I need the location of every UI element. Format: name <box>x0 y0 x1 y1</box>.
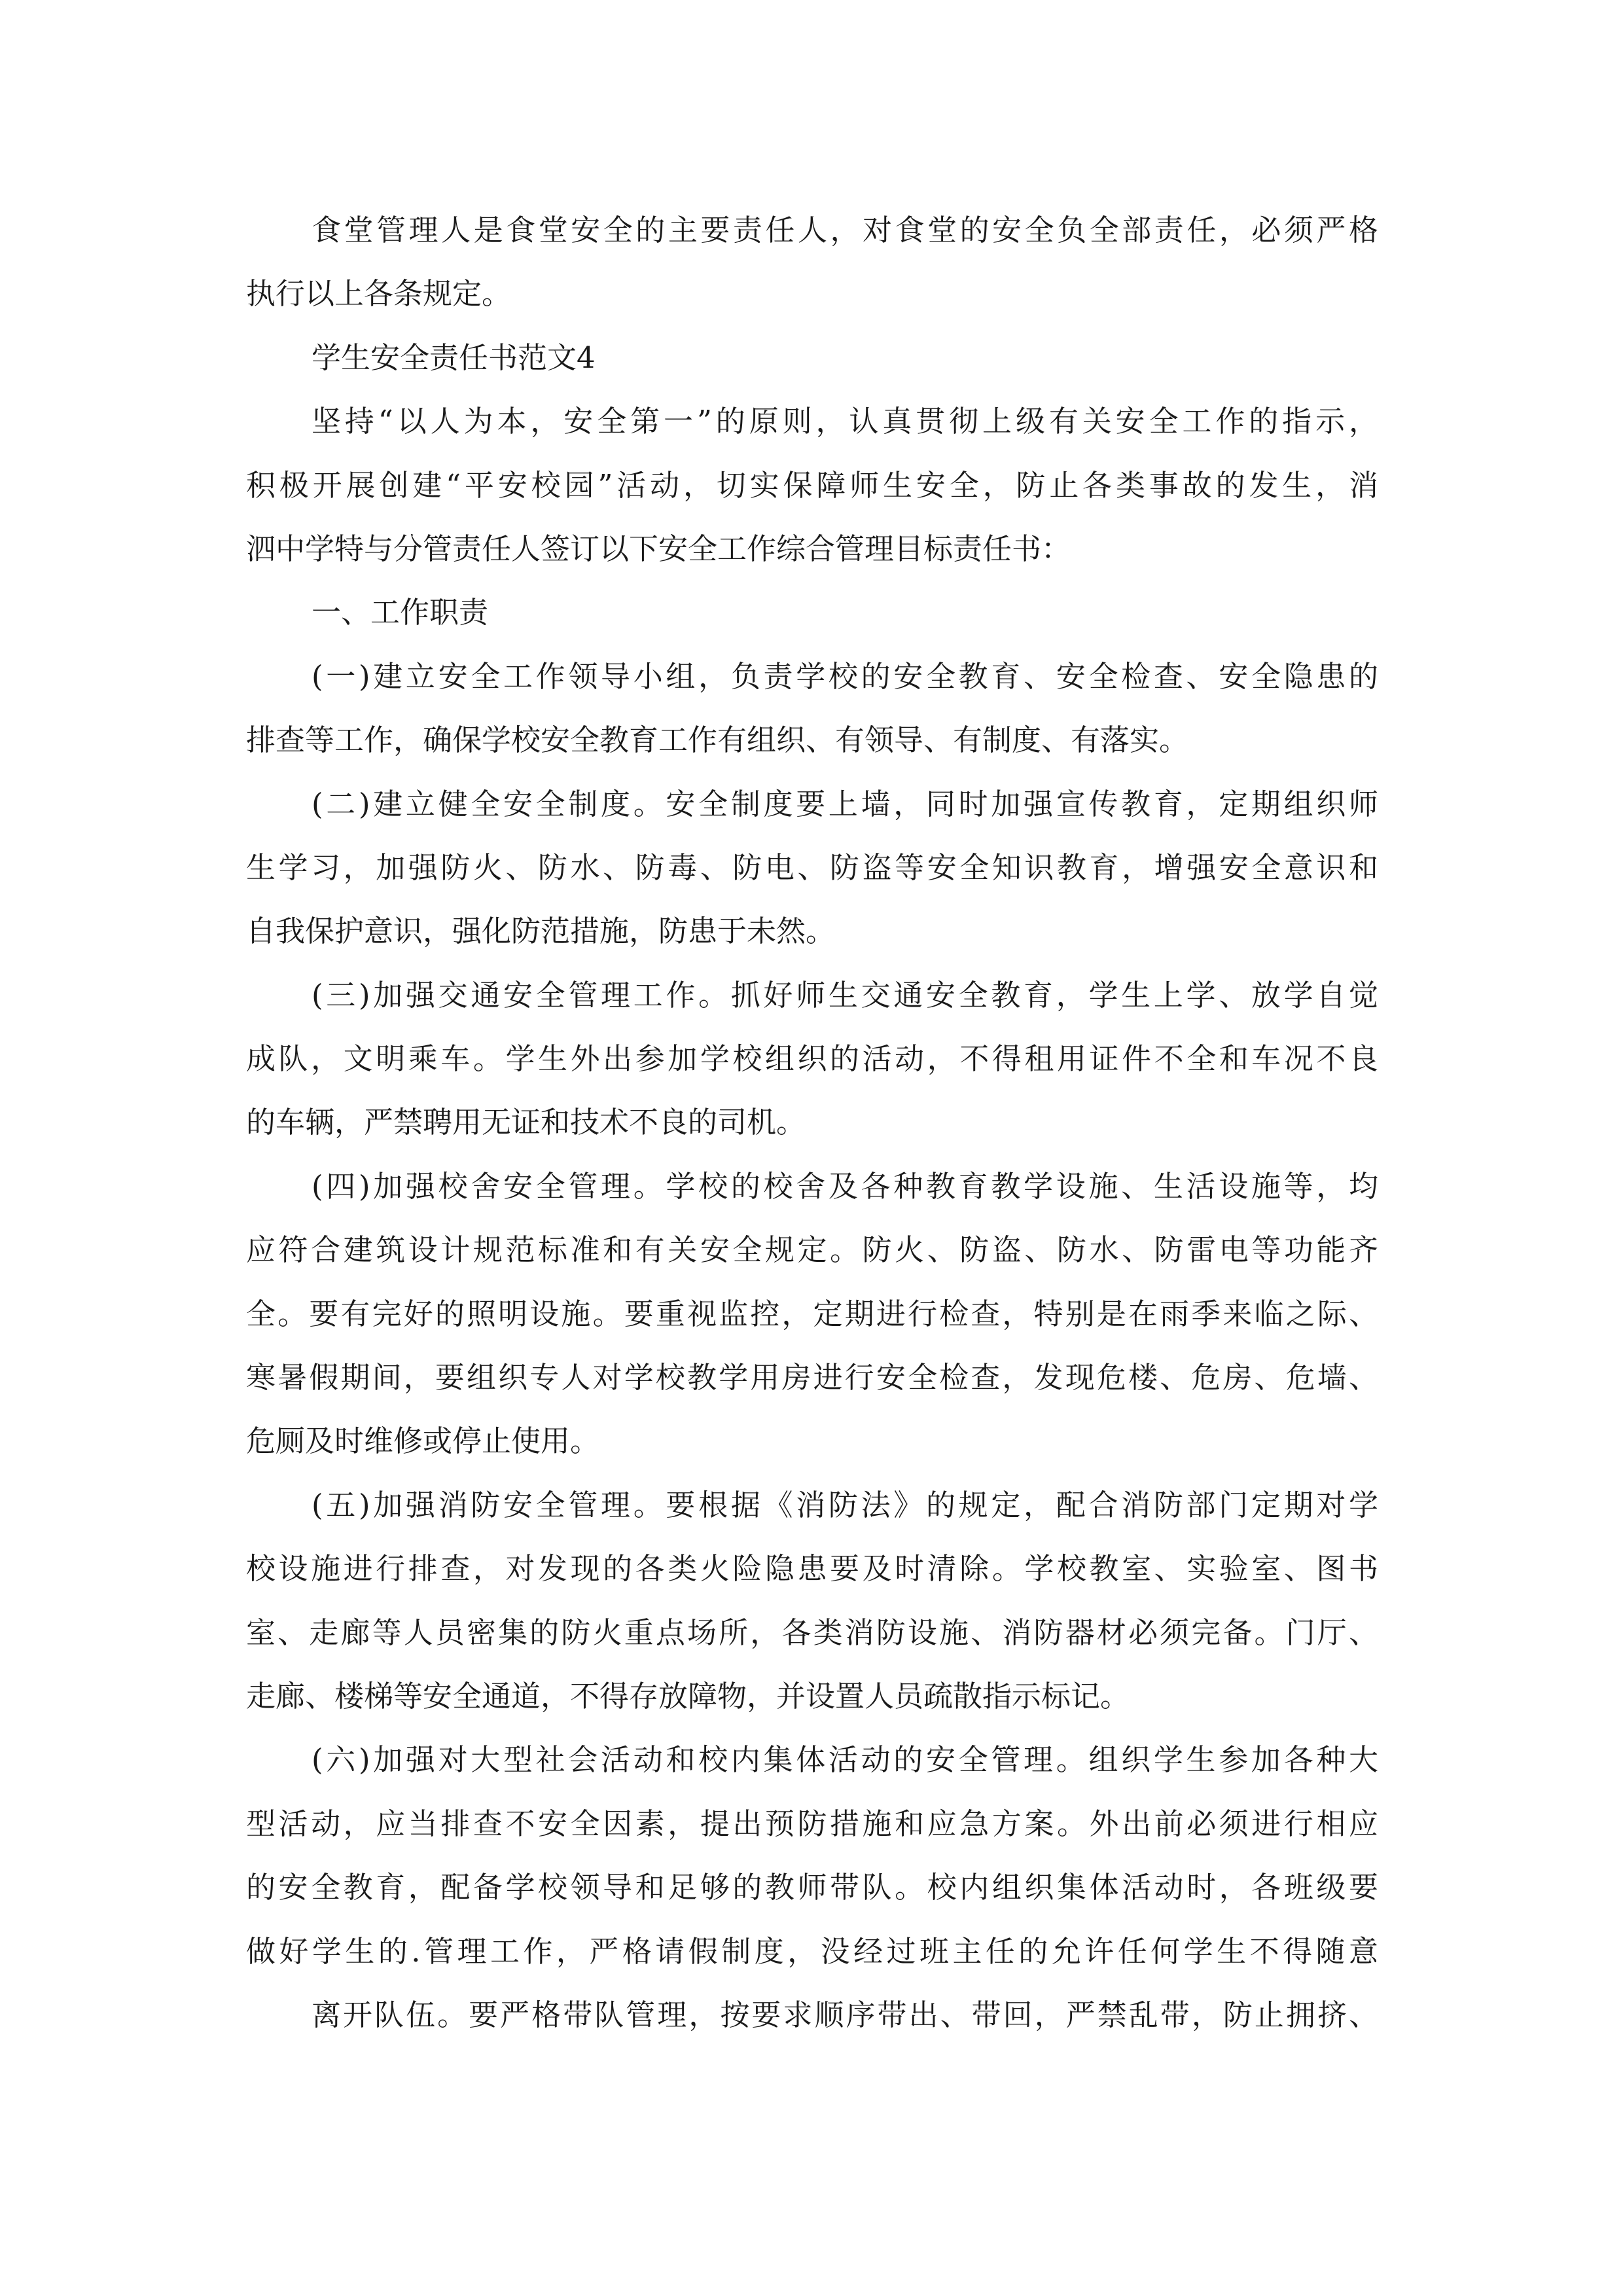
text-line: (一)建立安全工作领导小组，负责学校的安全教育、安全检查、安全隐患的 <box>312 658 1378 694</box>
text-line: 成队，文明乘车。学生外出参加学校组织的活动，不得租用证件不全和车况不良 <box>246 1041 1378 1077</box>
text-line: 坚持“以人为本，安全第一”的原则，认真贯彻上级有关安全工作的指示， <box>312 404 1378 439</box>
document-body <box>246 198 1378 2047</box>
text-line: 排查等工作，确保学校安全教育工作有组织、有领导、有制度、有落实。 <box>246 723 1189 758</box>
text-line: 积极开展创建“平安校园”活动，切实保障师生安全，防止各类事故的发生，消 <box>246 467 1378 503</box>
text-line: (二)建立健全安全制度。安全制度要上墙，同时加强宣传教育，定期组织师 <box>312 786 1378 821</box>
text-line: 全。要有完好的照明设施。要重视监控，定期进行检查，特别是在雨季来临之际、 <box>246 1296 1378 1331</box>
text-line: 型活动，应当排查不安全因素，提出预防措施和应急方案。外出前必须进行相应 <box>246 1806 1378 1841</box>
text-line: 的车辆，严禁聘用无证和技术不良的司机。 <box>246 1105 806 1140</box>
text-line: 寒暑假期间，要组织专人对学校教学用房进行安全检查，发现危楼、危房、危墙、 <box>246 1360 1378 1395</box>
text-line: 学生安全责任书范文4 <box>312 340 596 375</box>
text-line: 室、走廊等人员密集的防火重点场所，各类消防设施、消防器材必须完备。门厅、 <box>246 1615 1378 1650</box>
text-line: 泗中学特与分管责任人签订以下安全工作综合管理目标责任书： <box>246 531 1071 566</box>
text-line: 执行以上各条规定。 <box>246 276 512 312</box>
text-line: 的安全教育，配备学校领导和足够的教师带队。校内组织集体活动时，各班级要 <box>246 1870 1378 1905</box>
text-line: 一、工作职责 <box>312 595 489 630</box>
text-line: 离开队伍。要严格带队管理，按要求顺序带出、带回，严禁乱带，防止拥挤、 <box>312 1997 1378 2032</box>
text-line: 做好学生的.管理工作，严格请假制度，没经过班主任的允许任何学生不得随意 <box>246 1933 1378 1969</box>
text-line: (四)加强校舍安全管理。学校的校舍及各种教育教学设施、生活设施等，均 <box>312 1168 1378 1204</box>
text-line: (三)加强交通安全管理工作。抓好师生交通安全教育，学生上学、放学自觉 <box>312 977 1378 1013</box>
text-line: 校设施进行排查，对发现的各类火险隐患要及时清除。学校教室、实验室、图书 <box>246 1551 1378 1587</box>
text-line: (五)加强消防安全管理。要根据《消防法》的规定，配合消防部门定期对学 <box>312 1487 1378 1522</box>
text-line: 食堂管理人是食堂安全的主要责任人，对食堂的安全负全部责任，必须严格 <box>312 213 1378 247</box>
text-line: 生学习，加强防火、防水、防毒、防电、防盗等安全知识教育，增强安全意识和 <box>246 850 1378 885</box>
text-line: 走廊、楼梯等安全通道，不得存放障物，并设置人员疏散指示标记。 <box>246 1678 1130 1713</box>
text-line: 危厕及时维修或停止使用。 <box>246 1424 600 1459</box>
text-line: 应符合建筑设计规范标准和有关安全规定。防火、防盗、防水、防雷电等功能齐 <box>246 1232 1378 1268</box>
text-line: 自我保护意识，强化防范措施，防患于未然。 <box>246 914 836 949</box>
text-line: (六)加强对大型社会活动和校内集体活动的安全管理。组织学生参加各种大 <box>312 1742 1378 1778</box>
